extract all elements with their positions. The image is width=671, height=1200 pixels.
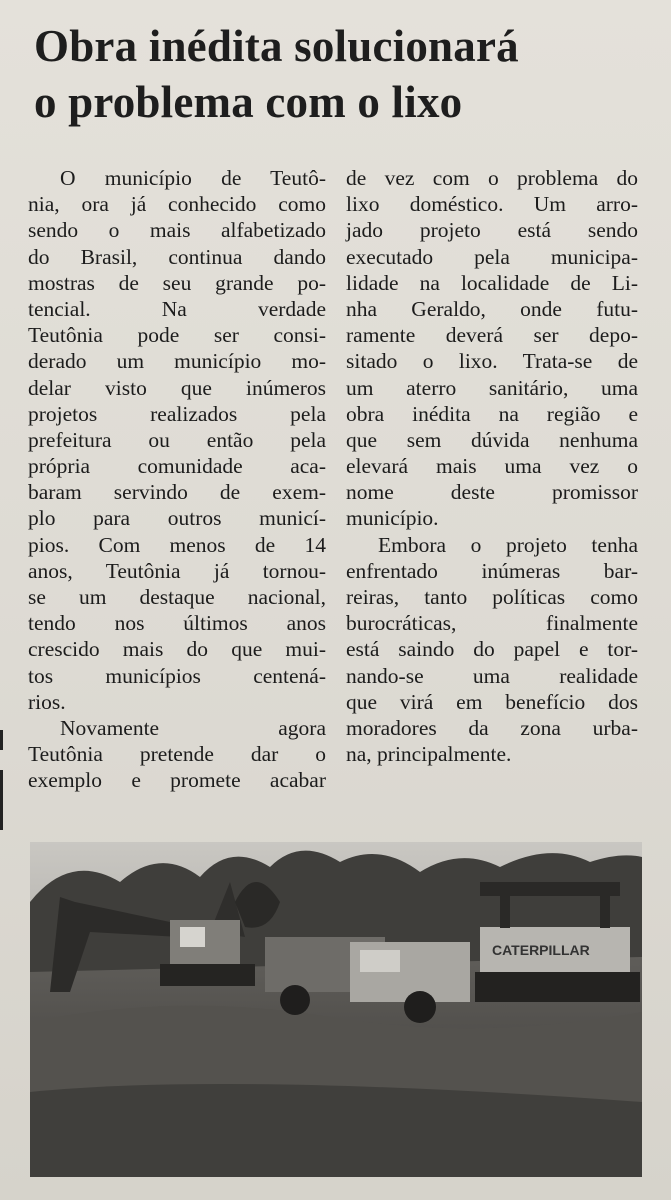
text-line: pios. Com menos de 14 bbox=[28, 532, 326, 557]
text-line: nando-se uma realidade bbox=[346, 663, 638, 688]
text-line: do Brasil, continua dando bbox=[28, 244, 326, 269]
text-line: de vez com o problema do bbox=[346, 166, 638, 190]
headline-line-2: o problema com o lixo bbox=[34, 77, 463, 127]
text-line: prefeitura ou então pela bbox=[28, 427, 326, 452]
text-line: elevará mais uma vez o bbox=[346, 454, 638, 479]
photo-illustration bbox=[30, 842, 642, 1177]
text-line: um aterro sanitário, uma bbox=[346, 375, 638, 400]
bulldozer-post bbox=[500, 896, 510, 928]
foreground-dirt bbox=[30, 1084, 642, 1177]
text-line: sitado o lixo. Trata-se de bbox=[346, 349, 638, 374]
headline-line-1: Obra inédita solucionará bbox=[34, 21, 519, 71]
text-line: moradores da zona urba- bbox=[346, 715, 638, 740]
truck-wheel bbox=[404, 991, 436, 1023]
text-line: exemplo e promete acabar bbox=[28, 768, 326, 793]
bulldozer-canopy bbox=[480, 882, 620, 896]
text-line: está saindo do papel e tor- bbox=[346, 637, 638, 662]
margin-mark bbox=[0, 770, 3, 830]
text-line: que sem dúvida nenhuma bbox=[346, 427, 638, 452]
text-line: município. bbox=[346, 506, 439, 531]
text-line: projetos realizados pela bbox=[28, 401, 326, 426]
margin-mark bbox=[0, 730, 3, 750]
text-line: anos, Teutônia já tornou- bbox=[28, 558, 326, 583]
text-line: Novamente agora bbox=[60, 715, 326, 740]
text-line: O município de Teutô- bbox=[60, 166, 326, 190]
text-line: obra inédita na região e bbox=[346, 401, 638, 426]
text-line: jado projeto está sendo bbox=[346, 218, 638, 243]
truck-window bbox=[360, 950, 400, 972]
text-line: lixo doméstico. Um arro- bbox=[346, 192, 638, 217]
text-line: própria comunidade aca- bbox=[28, 454, 326, 479]
text-line: tendo nos últimos anos bbox=[28, 611, 326, 636]
text-line: derado um município mo- bbox=[28, 349, 326, 374]
text-line: Teutônia pretende dar o bbox=[28, 742, 326, 767]
text-line: baram servindo de exem- bbox=[28, 480, 326, 505]
text-line: delar visto que inúmeros bbox=[28, 375, 326, 400]
text-line: tencial. Na verdade bbox=[28, 296, 326, 321]
construction-site-photo bbox=[30, 842, 642, 1177]
text-line: Embora o projeto tenha bbox=[378, 532, 638, 557]
text-line: ramente deverá ser depo- bbox=[346, 323, 638, 348]
text-line: enfrentado inúmeras bar- bbox=[346, 558, 638, 583]
text-line: nome deste promissor bbox=[346, 480, 638, 505]
excavator-window bbox=[180, 927, 205, 947]
text-line: que virá em benefício dos bbox=[346, 689, 638, 714]
text-line: crescido mais do que mui- bbox=[28, 637, 326, 662]
headline bbox=[34, 18, 654, 130]
text-line: reiras, tanto políticas como bbox=[346, 585, 638, 609]
text-line: executado pela municipa- bbox=[346, 244, 638, 269]
text-line: tos municípios centená- bbox=[28, 663, 326, 688]
text-line: Teutônia pode ser consi- bbox=[28, 323, 326, 348]
text-line: nia, ora já conhecido como bbox=[28, 192, 326, 217]
text-line: mostras de seu grande po- bbox=[28, 270, 326, 295]
text-line: sendo o mais alfabetizado bbox=[28, 218, 326, 243]
bulldozer-post bbox=[600, 896, 610, 928]
text-line: nha Geraldo, onde futu- bbox=[346, 296, 638, 321]
bulldozer-sign: CATERPILLAR bbox=[492, 942, 590, 958]
bulldozer-track bbox=[475, 972, 640, 1002]
right-column bbox=[346, 165, 638, 767]
text-line: burocráticas, finalmente bbox=[346, 611, 638, 636]
text-line: lidade na localidade de Li- bbox=[346, 270, 638, 295]
text-line: na, principalmente. bbox=[346, 742, 512, 767]
excavator-track bbox=[160, 964, 255, 986]
truck-wheel bbox=[280, 985, 310, 1015]
text-line: se um destaque nacional, bbox=[28, 585, 326, 609]
left-column bbox=[28, 165, 326, 794]
text-line: plo para outros municí- bbox=[28, 506, 326, 531]
text-line: rios. bbox=[28, 689, 66, 714]
